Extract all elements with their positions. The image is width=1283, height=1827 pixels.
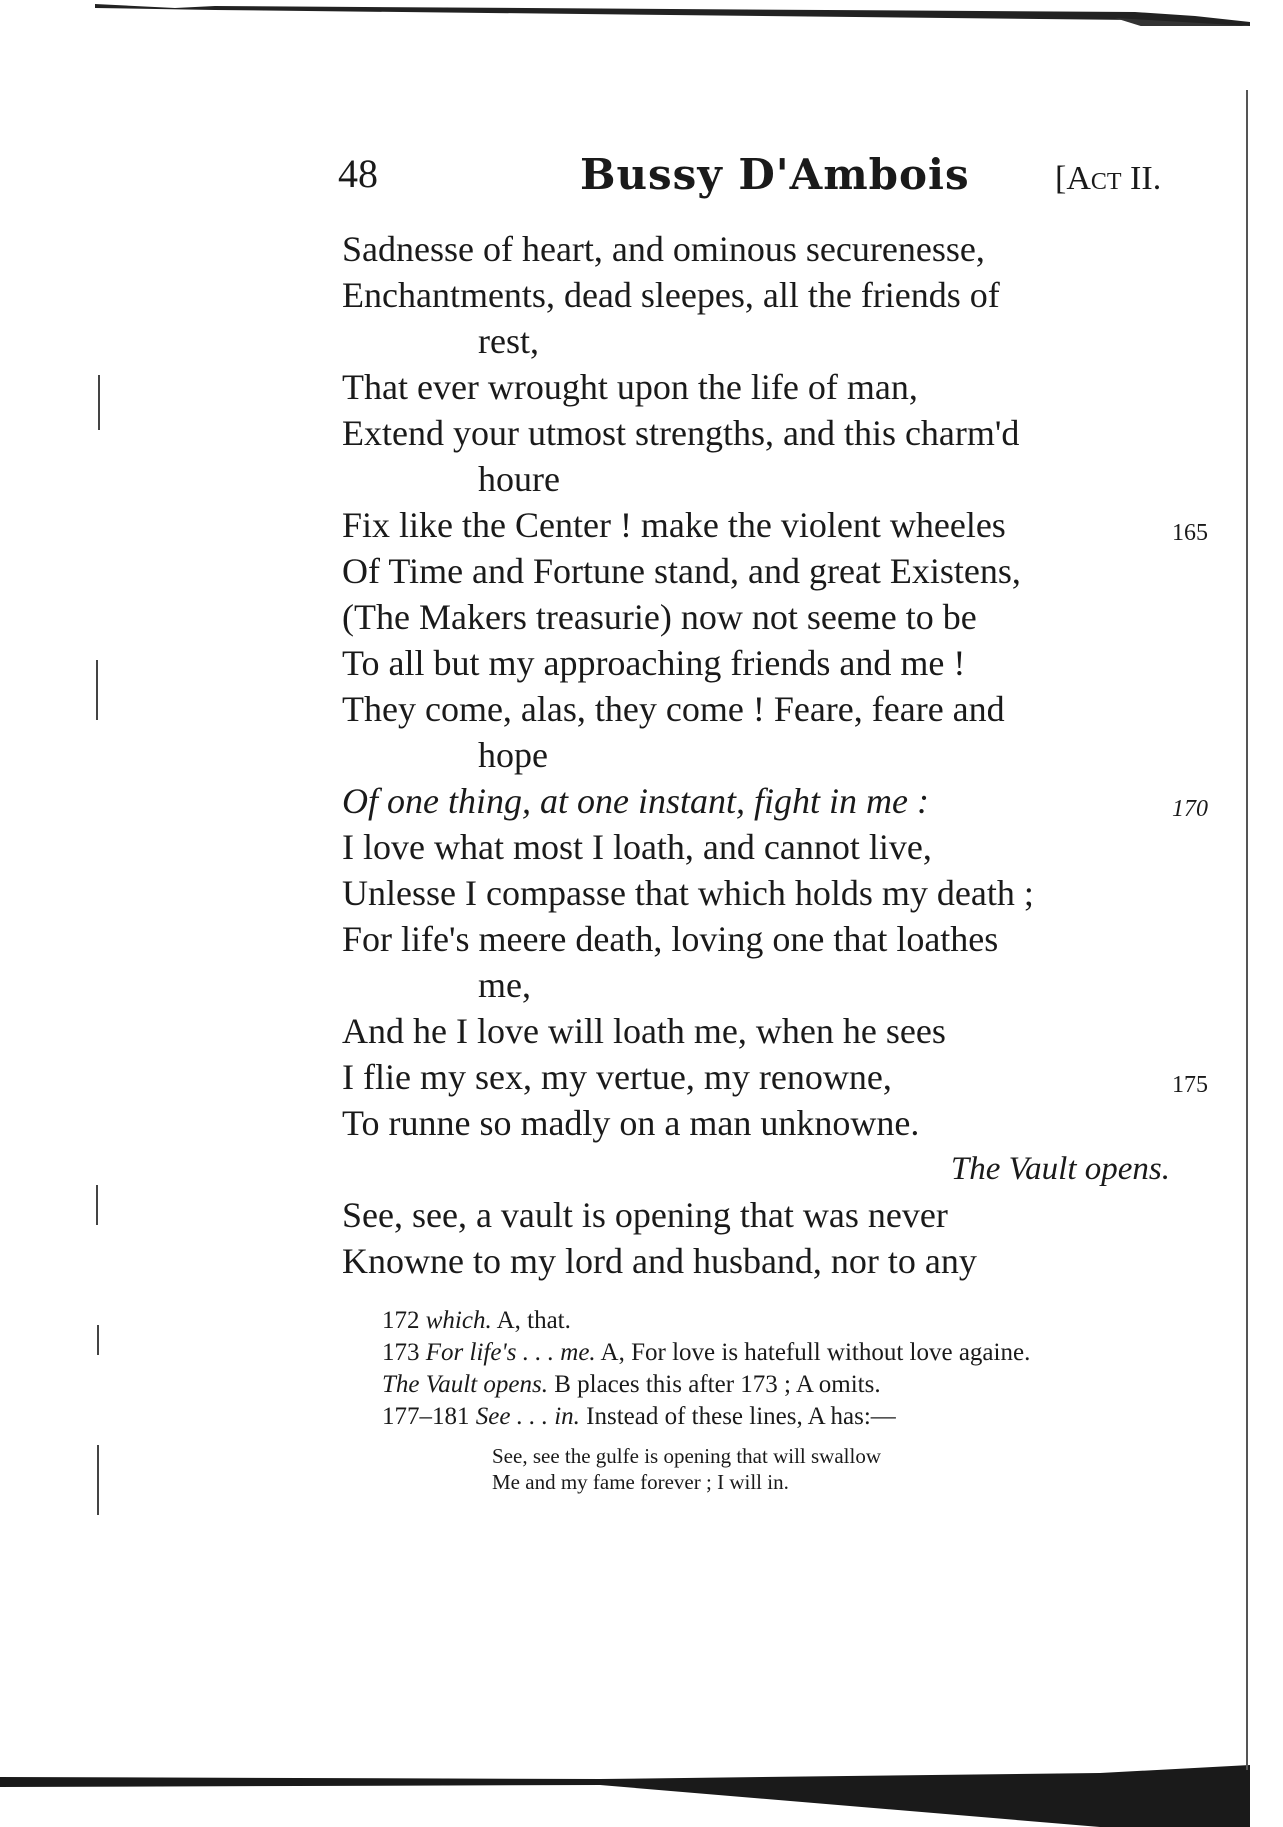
footnote-lemma: For life's . . . me. (425, 1339, 596, 1366)
gutter-mark (97, 1325, 99, 1355)
verse-line (342, 594, 1182, 640)
verse-line (342, 1100, 1182, 1146)
verse-line (342, 410, 1182, 456)
verse-line-text: Of Time and Fortune stand, and great Existens, (342, 551, 1021, 591)
running-title: Bussy D'Ambois (580, 150, 970, 199)
verse-line (342, 962, 1182, 1008)
gutter-mark (96, 1185, 98, 1225)
footnote-text: A, For love is hatefull without love againe. (595, 1339, 1031, 1366)
verse-line (342, 732, 1182, 778)
verse-line (342, 456, 1182, 502)
footnote-lemma: which. (425, 1307, 492, 1334)
gutter-mark (96, 660, 98, 720)
footnote-lemma: See . . . in. (475, 1403, 580, 1430)
verse-line-text: Extend your utmost strengths, and this charm'd (342, 413, 1020, 453)
verse-line-text: They come, alas, they come ! Feare, feare and (342, 689, 1005, 729)
verse-line (342, 272, 1182, 318)
verse-line (342, 916, 1182, 962)
scan-top-edge (95, 0, 1250, 26)
line-number: 175 (1172, 1072, 1208, 1098)
verse-line-text: houre (478, 459, 560, 499)
verse-line (342, 502, 1208, 548)
verse-line-text: Of one thing, at one instant, fight in me : (342, 781, 929, 821)
gutter-mark (98, 375, 100, 430)
verse-line-text: Unlesse I compasse that which holds my death ; (342, 873, 1034, 913)
verse-line-text: I love what most I loath, and cannot live, (342, 827, 932, 867)
stage-direction (342, 1146, 1182, 1192)
footnote-ref: 177–181 (382, 1403, 476, 1430)
verse-line (342, 686, 1182, 732)
verse-line-text: That ever wrought upon the life of man, (342, 367, 918, 407)
verse-line-text: Sadnesse of heart, and ominous securenesse, (342, 229, 985, 269)
verse-line-text: hope (478, 735, 548, 775)
verse-line (342, 870, 1182, 916)
act-label: [Act II. (1055, 160, 1162, 197)
verse-line (342, 1192, 1182, 1238)
footnotes (338, 1305, 1176, 1495)
footnote (338, 1369, 1176, 1401)
verse-line-text: Fix like the Center ! make the violent wheeles (342, 505, 1006, 545)
verse-line-text: Enchantments, dead sleepes, all the friends of (342, 275, 1000, 315)
verse-block (342, 226, 1208, 1284)
verse-line-text: Knowne to my lord and husband, nor to any (342, 1241, 977, 1281)
footnote-text: Instead of these lines, A has:— (579, 1403, 896, 1430)
verse-line (342, 1238, 1182, 1284)
footnote (338, 1305, 1176, 1337)
verse-line-text: For life's meere death, loving one that loathes (342, 919, 999, 959)
footnote (338, 1337, 1176, 1369)
verse-line (342, 824, 1182, 870)
verse-line (342, 318, 1182, 364)
footnote (338, 1401, 1176, 1433)
verse-line-text: rest, (478, 321, 539, 361)
quoted-variant (492, 1443, 1176, 1495)
scan-bottom-edge (0, 1765, 1250, 1827)
scan-right-edge (1246, 90, 1248, 1770)
verse-line-text: The Vault opens. (950, 1151, 1170, 1187)
footnote-text: A, that. (491, 1307, 571, 1334)
verse-line (342, 640, 1182, 686)
verse-line-text: I flie my sex, my vertue, my renowne, (342, 1057, 892, 1097)
verse-line-text: me, (478, 965, 531, 1005)
footnote-text: B places this after 173 ; A omits. (547, 1371, 881, 1398)
verse-line-text: To all but my approaching friends and me ! (342, 643, 966, 683)
verse-line (342, 778, 1208, 824)
quoted-line: See, see the gulfe is opening that will swallow (492, 1444, 882, 1468)
gutter-mark (97, 1445, 99, 1515)
footnote-lemma: The Vault opens. (382, 1371, 548, 1398)
verse-line-text: See, see, a vault is opening that was never (342, 1195, 948, 1235)
verse-line-text: And he I love will loath me, when he sees (342, 1011, 946, 1051)
verse-line (342, 364, 1182, 410)
line-number: 165 (1172, 520, 1208, 546)
verse-line (342, 1054, 1208, 1100)
verse-line (342, 1008, 1182, 1054)
verse-line-text: (The Makers treasurie) now not seeme to be (342, 597, 977, 637)
verse-line-text: To runne so madly on a man unknowne. (342, 1103, 920, 1143)
quoted-line: Me and my fame forever ; I will in. (492, 1470, 789, 1494)
footnote-ref: 172 (382, 1307, 426, 1334)
line-number: 170 (1172, 796, 1208, 822)
verse-line (342, 226, 1182, 272)
footnote-ref: 173 (382, 1339, 426, 1366)
verse-line (342, 548, 1182, 594)
page-number: 48 (338, 151, 378, 196)
